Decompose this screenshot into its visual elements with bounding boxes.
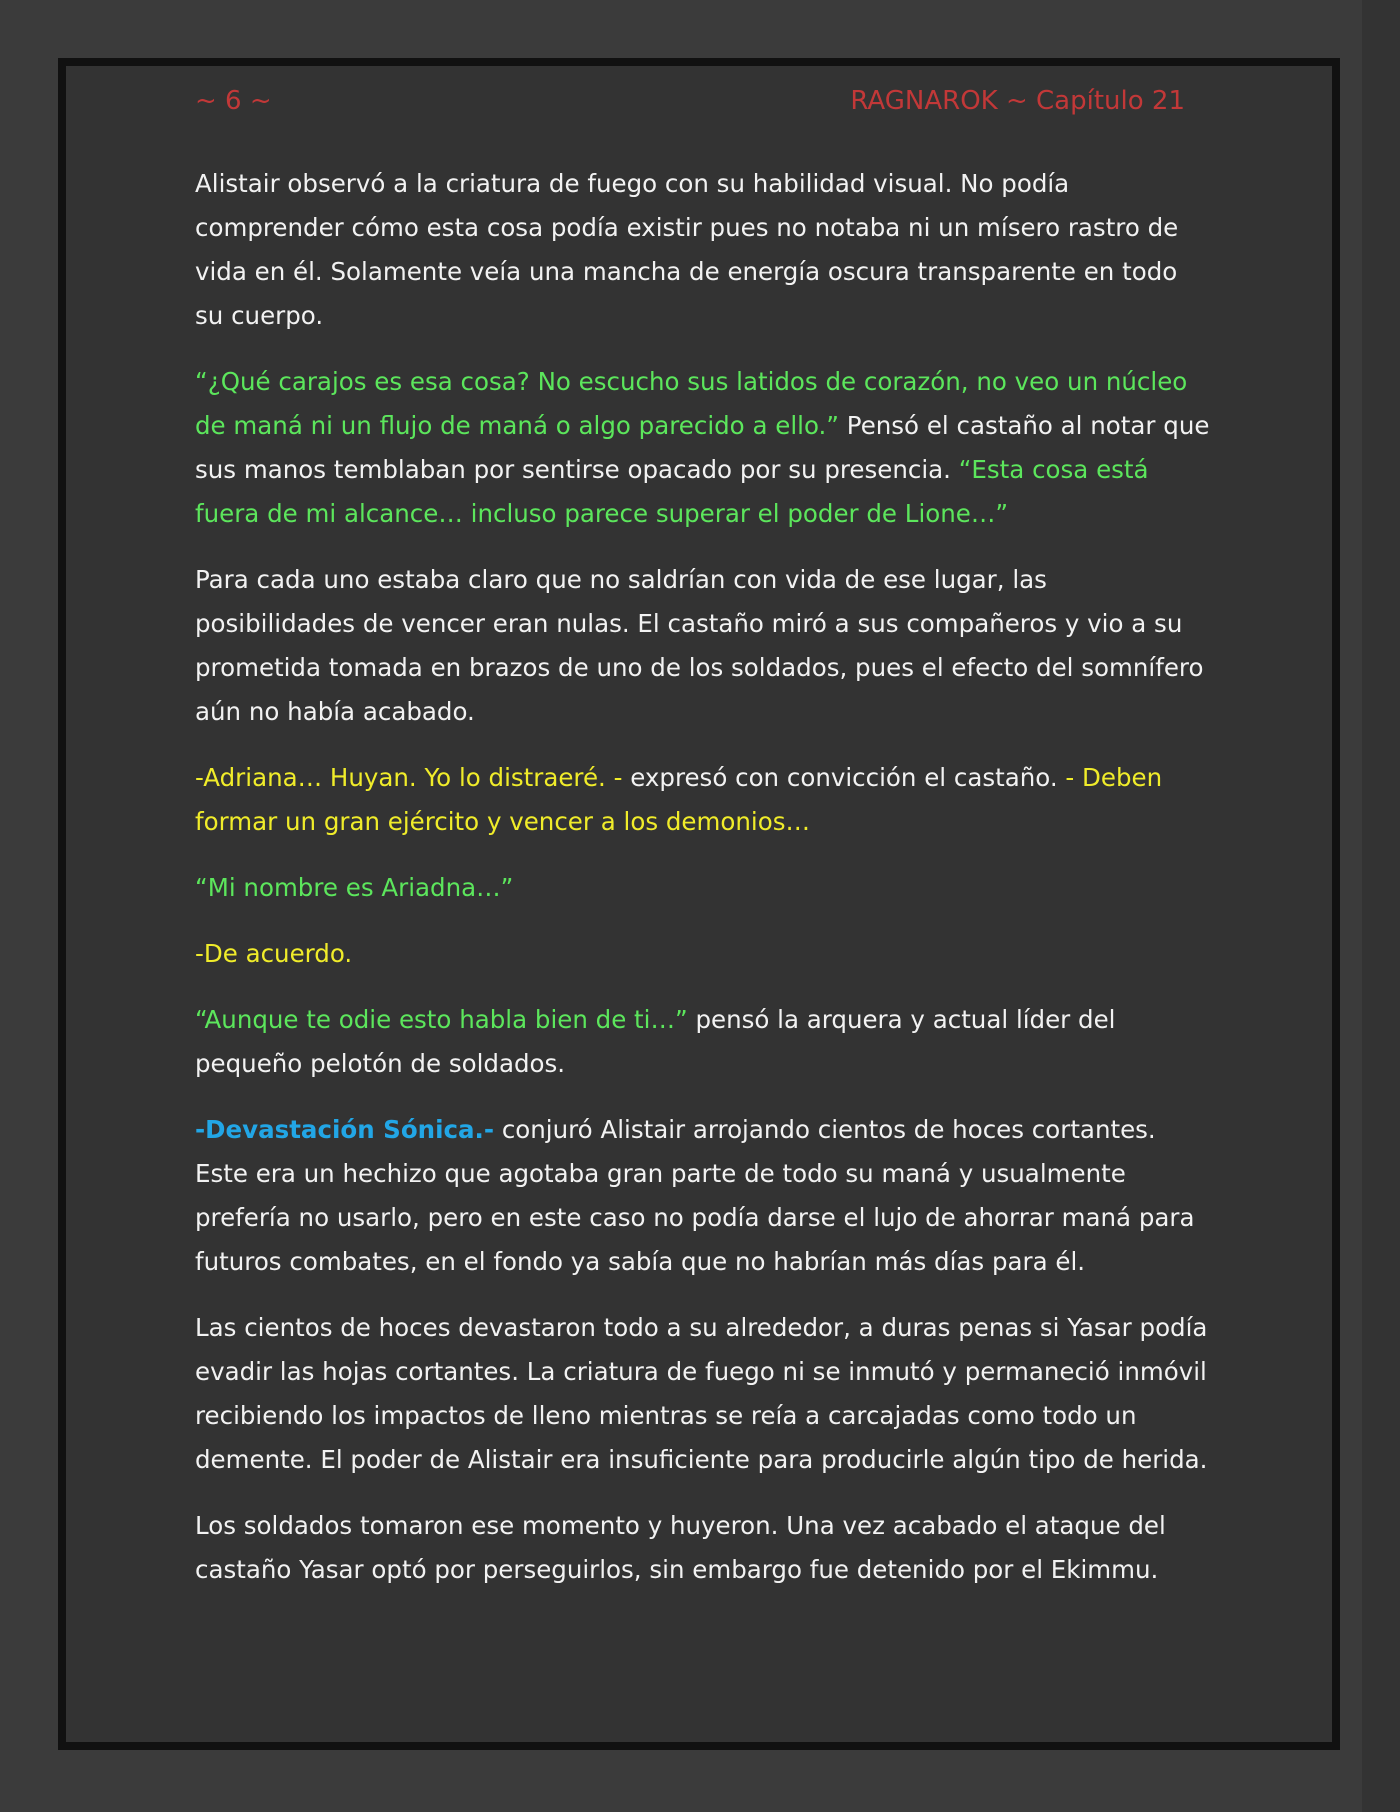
page-header [195, 86, 1185, 116]
chapter-title: RAGNAROK ~ Capítulo 21 [850, 86, 1185, 116]
page-number: ~ 6 ~ [195, 86, 272, 116]
dialogue-text: - Deben formar un gran ejército y vencer a los demonios… [195, 763, 1163, 836]
thought-text: “Esta cosa está fuera de mi alcance… incluso parece superar el poder de Lione…” [195, 455, 1149, 528]
paragraph [195, 558, 1210, 734]
page-body [195, 162, 1210, 1614]
paragraph [195, 998, 1210, 1086]
paragraph [195, 932, 1210, 976]
thought-text: “¿Qué carajos es esa cosa? No escucho sus latidos de corazón, no veo un núcleo de maná ni un flujo de maná o algo parecido a ello.” [195, 367, 1188, 440]
paragraph [195, 1108, 1210, 1284]
narration: pensó la arquera y actual líder del pequeño pelotón de soldados. [195, 1005, 1116, 1078]
paragraph [195, 866, 1210, 910]
dialogue-text: -Adriana… Huyan. Yo lo distraeré. - [195, 763, 623, 792]
narration: Pensó el castaño al notar que sus manos temblaban por sentirse opacado por su presencia. [195, 411, 1210, 484]
narration: Los soldados tomaron ese momento y huyeron. Una vez acabado el ataque del castaño Yasar optó por perseguirlos, sin embargo fue detenido por el Ekimmu. [195, 1511, 1166, 1584]
narration: conjuró Alistair arrojando cientos de hoces cortantes. Este era un hechizo que agotaba gran parte de todo su maná y usualmente prefería no usarlo, pero en este caso no podía darse el lujo de ahorrar maná para futuros combates, en el fondo ya sabía que no habrían más días para él. [195, 1115, 1195, 1276]
narration: Las cientos de hoces devastaron todo a su alrededor, a duras penas si Yasar podía evadir las hojas cortantes. La criatura de fuego ni se inmutó y permaneció inmóvil recibiendo los impactos de lleno mientras se reía a carcajadas como todo un demente. El poder de Alistair era insuficiente para producirle algún tipo de herida. [195, 1313, 1208, 1474]
dialogue-text: -De acuerdo. [195, 939, 353, 968]
narration: Alistair observó a la criatura de fuego con su habilidad visual. No podía comprender cómo esta cosa podía existir pues no notaba ni un mísero rastro de vida en él. Solamente veía una mancha de energía oscura transparente en todo su cuerpo. [195, 169, 1179, 330]
thought-text: “Mi nombre es Ariadna…” [195, 873, 514, 902]
page-right-edge [1362, 0, 1400, 1812]
paragraph [195, 756, 1210, 844]
narration: expresó con convicción el castaño. [622, 763, 1066, 792]
narration: Para cada uno estaba claro que no saldrían con vida de ese lugar, las posibilidades de vencer eran nulas. El castaño miró a sus compañeros y vio a su prometida tomada en brazos de uno de los soldados, pues el efecto del somnífero aún no había acabado. [195, 565, 1204, 726]
thought-text: “Aunque te odie esto habla bien de ti…” [195, 1005, 688, 1034]
paragraph [195, 1306, 1210, 1482]
paragraph [195, 162, 1210, 338]
spell-name: -Devastación Sónica.- [195, 1115, 495, 1144]
paragraph [195, 360, 1210, 536]
paragraph [195, 1504, 1210, 1592]
